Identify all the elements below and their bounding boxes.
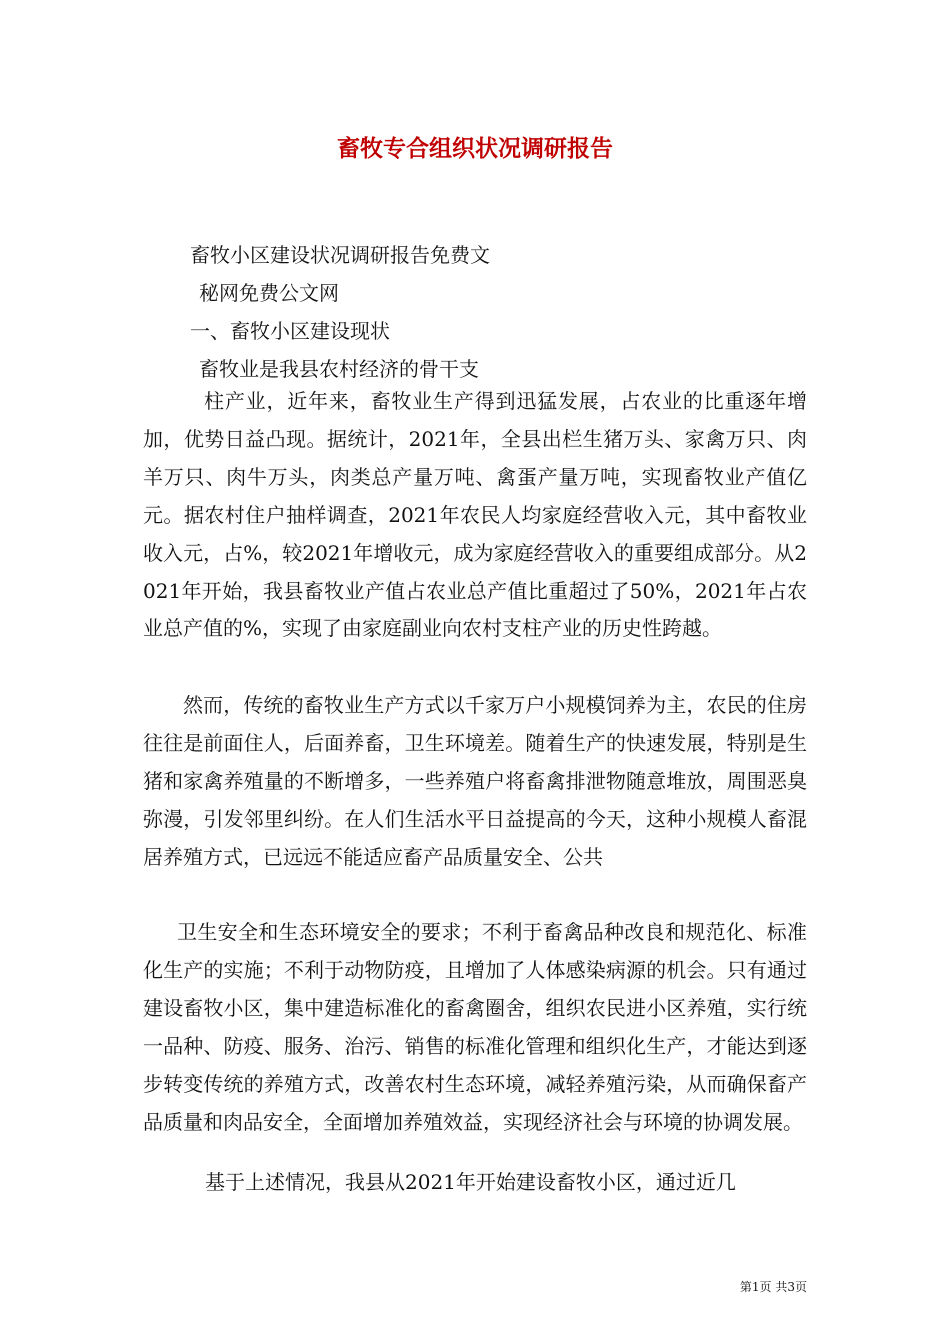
paragraph-2: 然而，传统的畜牧业生产方式以千家万户小规模饲养为主，农民的住房往往是前面住人，后面养畜，卫生环境差。随着生产的快速发展，特别是生猪和家禽养殖量的不断增多，一些养殖户将畜禽排泄物随意堆放，周围恶臭弥漫，引发邻里纠纷。在人们生活水平日益提高的今天，这种小规模人畜混居养殖方式，已远远不能适应畜产品质量安全、公共: [143, 693, 807, 869]
intro-line-1: 畜牧小区建设状况调研报告免费文: [190, 243, 490, 267]
document-title: 畜牧专合组织状况调研报告: [337, 135, 613, 162]
intro-line-2: 秘网免费公文网: [199, 281, 339, 305]
paragraph-1-body: 柱产业，近年来，畜牧业生产得到迅猛发展，占农业的比重逐年增加，优势日益凸现。据统计，2021年，全县出栏生猪万头、家禽万只、肉羊万只、肉牛万头，肉类总产量万吨、禽蛋产量万吨，实现畜牧业产值亿元。据农村住户抽样调查，2021年农民人均家庭经营收入元，其中畜牧业收入元，占%，较2021年增收元，成为家庭经营收入的重要组成部分。从2021年开始，我县畜牧业产值占农业总产值比重超过了50%，2021年占农业总产值的%，实现了由家庭副业向农村支柱产业的历史性跨越。: [143, 389, 807, 641]
paragraph-4-first-line: 基于上述情况，我县从2021年开始建设畜牧小区，通过近几: [205, 1170, 736, 1194]
section-heading: 一、畜牧小区建设现状: [190, 319, 390, 343]
paragraph-1-first-line: 畜牧业是我县农村经济的骨干支: [199, 357, 479, 381]
paragraph-3: 卫生安全和生态环境安全的要求；不利于畜禽品种改良和规范化、标准化生产的实施；不利于动物防疫，且增加了人体感染病源的机会。只有通过建设畜牧小区，集中建造标准化的畜禽圈舍，组织农民进小区养殖，实行统一品种、防疫、服务、治污、销售的标准化管理和组织化生产，才能达到逐步转变传统的养殖方式，改善农村生态环境，减轻养殖污染，从而确保畜产品质量和肉品安全，全面增加养殖效益，实现经济社会与环境的协调发展。: [143, 920, 807, 1134]
page-number: 第1页 共3页: [739, 1280, 807, 1294]
